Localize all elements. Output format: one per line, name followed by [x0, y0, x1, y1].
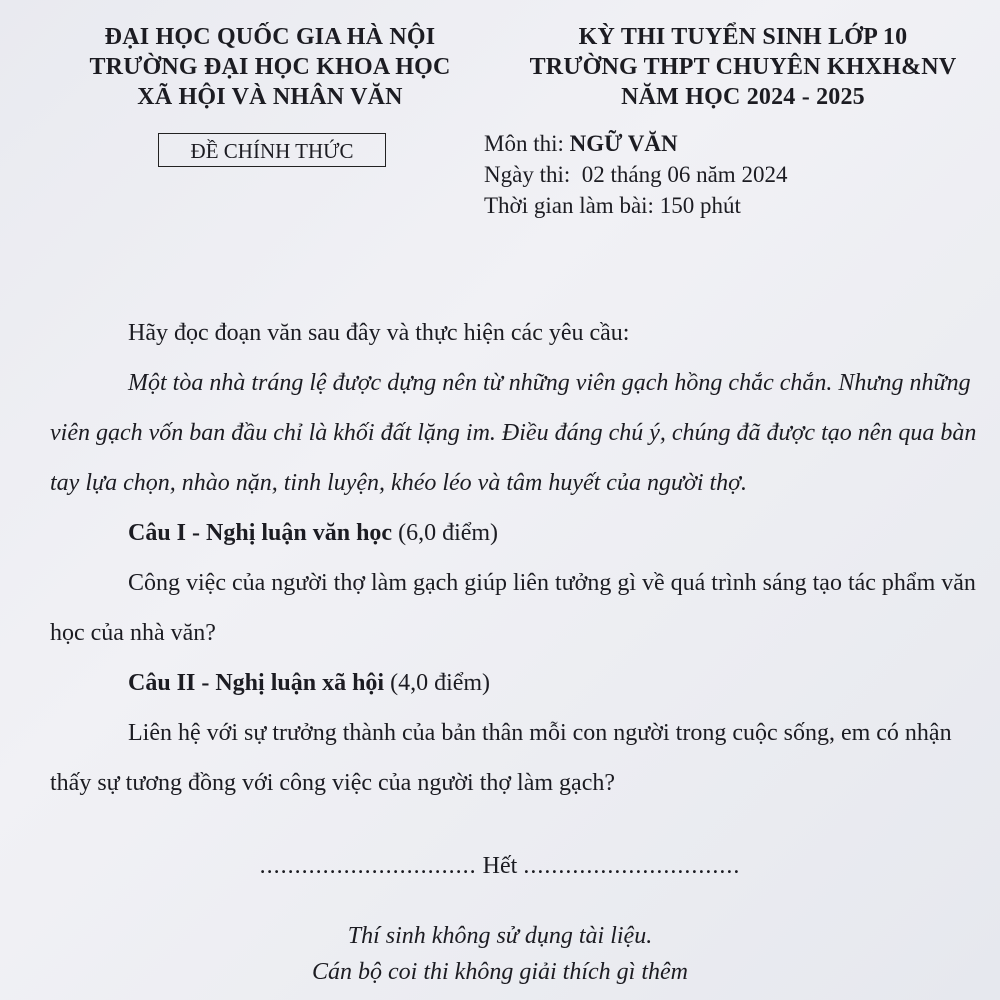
- note-no-materials: Thí sinh không sử dụng tài liệu.: [347, 923, 653, 949]
- time-label: Thời gian làm bài:: [484, 193, 660, 218]
- question-2-points: (4,0 điểm): [384, 670, 491, 696]
- subject-line: [484, 128, 787, 159]
- exam-content: [50, 308, 980, 808]
- end-word: Hết: [476, 853, 524, 879]
- school-year: NĂM HỌC 2024 - 2025: [621, 84, 865, 110]
- exam-notes: [0, 918, 1000, 990]
- note-no-explanation: Cán bộ coi thi không giải thích gì thêm: [312, 959, 688, 985]
- date-label: Ngày thi:: [484, 162, 582, 187]
- question-2-title: Câu II - Nghị luận xã hội: [128, 670, 385, 696]
- university-name: ĐẠI HỌC QUỐC GIA HÀ NỘI: [104, 24, 436, 50]
- subject-value: NGỮ VĂN: [569, 131, 678, 156]
- question-1-points: (6,0 điểm): [392, 520, 499, 546]
- school-name-line2: XÃ HỘI VÀ NHÂN VĂN: [137, 84, 403, 110]
- exam-info: [484, 128, 787, 221]
- subject-label: Môn thi:: [484, 131, 570, 156]
- date-value: 02 tháng 06 năm 2024: [581, 162, 788, 187]
- school-header: [60, 22, 480, 112]
- date-line: [484, 159, 787, 190]
- exam-school: TRƯỜNG THPT CHUYÊN KHXH&NV: [529, 54, 957, 80]
- question-1-heading: [50, 508, 980, 558]
- end-marker: [0, 846, 1000, 886]
- school-name-line1: TRƯỜNG ĐẠI HỌC KHOA HỌC: [89, 54, 451, 80]
- question-2-text: Liên hệ với sự trưởng thành của bản thân mỗi con người trong cuộc sống, em có nhận thấy sự tương đồng với công việc của người thợ làm gạch?: [50, 720, 952, 796]
- end-dots-left: ...............................: [259, 853, 477, 879]
- exam-header: [508, 22, 978, 112]
- instruction: Hãy đọc đoạn văn sau đây và thực hiện các yêu cầu:: [128, 320, 630, 346]
- question-2-heading: [50, 658, 980, 708]
- time-value: 150 phút: [659, 193, 741, 218]
- question-1-text: Công việc của người thợ làm gạch giúp liên tưởng gì về quá trình sáng tạo tác phẩm văn học của nhà văn?: [50, 570, 976, 646]
- end-dots-right: ...............................: [523, 853, 741, 879]
- reading-passage: Một tòa nhà tráng lệ được dựng nên từ những viên gạch hồng chắc chắn. Nhưng những viên gạch vốn ban đầu chỉ là khối đất lặng im. Điều đáng chú ý, chúng đã được tạo nên qua bàn tay lựa chọn, nhào nặn, tinh luyện, khéo léo và tâm huyết của người thợ.: [50, 370, 977, 496]
- time-line: [484, 190, 787, 221]
- exam-title: KỲ THI TUYỂN SINH LỚP 10: [578, 24, 908, 50]
- question-1-title: Câu I - Nghị luận văn học: [128, 520, 393, 546]
- official-exam-badge: ĐỀ CHÍNH THỨC: [158, 133, 386, 167]
